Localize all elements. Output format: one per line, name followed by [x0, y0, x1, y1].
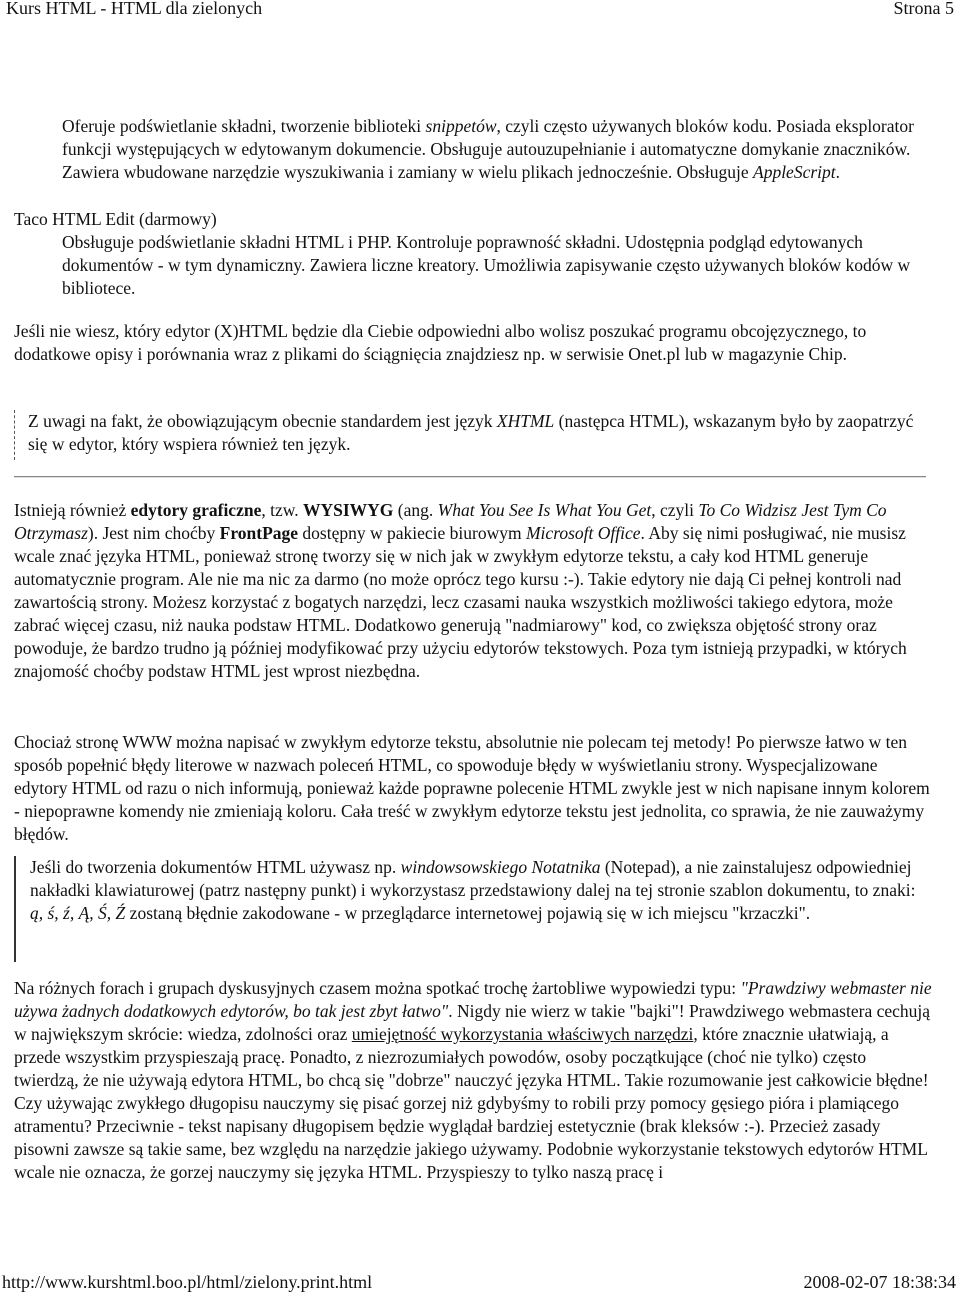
- page-number: Strona 5: [893, 0, 954, 18]
- note-notepad-encoding: [14, 856, 928, 962]
- paragraph-plain-text-editor: Chociaż stronę WWW można napisać w zwykłym edytorze tekstu, absolutnie nie polecam tej metody! Po pierwsze łatwo w ten sposób popełnić błędy literowe w nazwach poleceń HTML, co spowoduje błędy w wyświetlaniu strony. Wyspecjalizowane edytory HTML od razu o nich informują, ponieważ każde poprawne polecenie HTML zwykle jest w nich napisane innym kolorem - niepoprawne komendy nie zmieniają koloru. Cała treść w zwykłym edytorze tekstu jest jednolita, co sprawia, że nie zauważymy błędów.: [14, 732, 930, 844]
- editor-description: Oferuje podświetlanie składni, tworzenie biblioteki snippetów, czyli często używanych bloków kodu. Posiada eksplorator funkcji występujących w edytowanym dokumencie. Obsługuje autouzupełnianie i automatyczne domykanie znaczników. Zawiera wbudowane narzędzie wyszukiwania i zamiany w wielu plikach jednocześnie. Obsługuje AppleScript.: [62, 116, 914, 182]
- running-header-title: Kurs HTML - HTML dla zielonych: [6, 0, 263, 18]
- editor-description-taco: Obsługuje podświetlanie składni HTML i PHP. Kontroluje poprawność składni. Udostępnia podgląd edytowanych dokumentów - w tym dynamiczny. Zawiera liczne kreatory. Umożliwia zapisywanie często używanych bloków kodów w bibliotece.: [62, 232, 911, 298]
- paragraph-real-webmaster: Na różnych forach i grupach dyskusyjnych czasem można spotkać trochę żartobliwe wypowiedzi typu: "Prawdziwy webmaster nie używa żadnych dodatkowych edytorów, bo tak jest zbyt łatwo". Nigdy nie wierz w takie "bajki"! Prawdziwego webmastera cechują w największym skrócie: wiedza, zdolności oraz umiejętność wykorzystania właściwych narzędzi, które znacznie ułatwiają, a przede wszystkim przyspieszają pracę. Ponadto, z niezrozumiałych powodów, osoby początkujące (choć nie tylko) często twierdzą, że nie używają edytora HTML, bo chcą się "dobrze" nauczyć języka HTML. Takie rozumowanie jest całkowicie błędne! Czy używając zwykłego długopisu nauczymy się pisać gorzej niż gdybyśmy to robili przy pomocy gęsiego pióra i plamiącego atramentu? Przeciwnie - tekst napisany długopisem będzie wyglądał bardziej estetycznie (brak kleksów :-). Przecież zasady pisowni zawsze są takie same, bez względu na narzędzie jakiego używamy. Podobnie wykorzystanie tekstowych edytorów HTML wcale nie oznacza, że gorzej nauczymy się języka HTML. Przyspieszy to tylko naszą pracę i: [14, 978, 932, 1182]
- editor-name-taco: Taco HTML Edit (darmowy): [14, 209, 217, 229]
- footer-datetime: 2008-02-07 18:38:34: [803, 1272, 956, 1292]
- underlined-link-text[interactable]: umiejętność wykorzystania właściwych narzędzi: [351, 1024, 694, 1044]
- horizontal-divider: [14, 476, 926, 478]
- paragraph-editor-sources: Jeśli nie wiesz, który edytor (X)HTML będzie dla Ciebie odpowiedni albo wolisz poszukać programu obcojęzycznego, to dodatkowe opisy i porównania wraz z plikami do ściągnięcia znajdziesz np. w serwisie Onet.pl lub w magazynie Chip.: [14, 321, 867, 364]
- footer-url: http://www.kurshtml.boo.pl/html/zielony.print.html: [2, 1272, 373, 1292]
- note-xhtml: [14, 410, 927, 460]
- note-xhtml-text: Z uwagi na fakt, że obowiązującym obecnie standardem jest język XHTML (następca HTML), wskazanym było by zaopatrzyć się w edytor, który wspiera również ten język.: [28, 411, 914, 454]
- note-notepad-text: Jeśli do tworzenia dokumentów HTML używasz np. windowsowskiego Notatnika (Notepad), a nie zainstalujesz odpowiedniej nakładki klawiaturowej (patrz następny punkt) i wykorzystasz przedstawiony dalej na tej stronie szablon dokumentu, to znaki: ą, ś, ź, Ą, Ś, Ź zostaną błędnie zakodowane - w przeglądarce internetowej pojawią się w ich miejscu "krzaczki".: [30, 857, 916, 923]
- paragraph-wysiwyg: Istnieją również edytory graficzne, tzw. WYSIWYG (ang. What You See Is What You Get, czyli To Co Widzisz Jest Tym Co Otrzymasz). Jest nim choćby FrontPage dostępny w pakiecie biurowym Microsoft Office. Aby się nimi posługiwać, nie musisz wcale znać języka HTML, ponieważ stronę tworzy się w nich jak w zwykłym edytorze tekstu, a cały kod HTML generuje automatycznie program. Ale nie ma nic za darmo (no może oprócz tego kursu :-). Takie edytory nie dają Ci pełnej kontroli nad zawartością strony. Możesz korzystać z bogatych narzędzi, lecz czasami nauka wszystkich możliwości takiego edytora, może zabrać więcej czasu, niż nauka podstaw HTML. Dodatkowo generują "nadmiarowy" kod, co zwiększa objętość strony oraz powoduje, że bardzo trudno ją później modyfikować przy użyciu edytorów tekstowych. Poza tym istnieją przypadki, w których znajomość choćby podstaw HTML jest wprost niezbędna.: [14, 500, 907, 681]
